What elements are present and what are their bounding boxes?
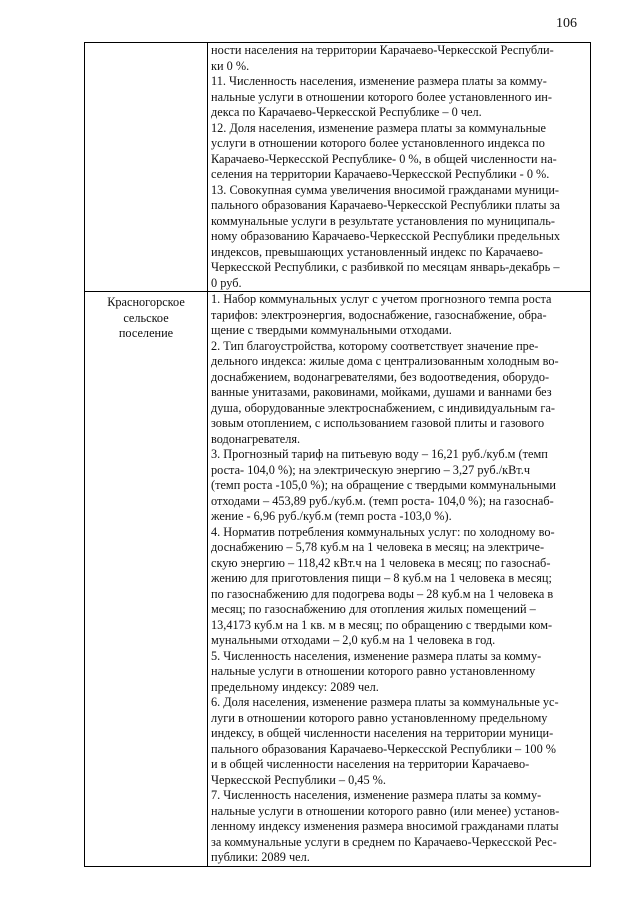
- indicator-text-line: луги в отношении которого равно установленному предельному: [211, 710, 548, 725]
- indicator-text-line: 5. Численность населения, изменение размера платы за комму-: [211, 648, 542, 663]
- indicator-text-line: нальные услуги в отношении которого более установленного ин-: [211, 89, 552, 104]
- indicator-text-line: нальные услуги в отношении которого равно (или менее) установ-: [211, 803, 560, 818]
- indicator-text-line: отходами – 453,89 руб./куб.м. (темп роста- 104,0 %); на газоснаб-: [211, 493, 554, 508]
- indicator-paragraph: [211, 339, 587, 448]
- indicators-cell: [208, 292, 591, 867]
- settlement-name-cell: [85, 292, 208, 867]
- indicator-text-line: ки 0 %.: [211, 58, 250, 73]
- indicator-paragraph: [211, 788, 587, 866]
- indicator-paragraph: [211, 695, 587, 788]
- indicator-text-line: 6. Доля населения, изменение размера платы за коммунальные ус-: [211, 695, 559, 709]
- settlement-name-line: поселение: [118, 326, 174, 340]
- settlement-name-cell: [85, 43, 208, 292]
- indicator-paragraph: [211, 43, 587, 74]
- indicator-text-line: услуги в отношении которого более установленного индекса по: [211, 136, 545, 150]
- indicator-text-line: (темп роста -105,0 %); на обращение с твердыми коммунальными: [211, 478, 557, 492]
- indicator-text-line: скую энергию – 118,42 кВт.ч на 1 человека в месяц; по газоснаб-: [211, 555, 551, 570]
- settlement-name-line: сельское: [123, 310, 169, 325]
- indicator-text-line: Черкесской Республики – 0,45 %.: [211, 772, 386, 787]
- indicator-text-line: нальные услуги в отношении которого равно установленному: [211, 664, 536, 678]
- indicator-text-line: ному образованию Карачаево-Черкесской Республики предельных: [211, 229, 560, 243]
- indicator-text-line: по газоснабжению для подогрева воды – 28 куб.м на 1 человека в: [211, 586, 554, 601]
- table-body: [85, 43, 591, 867]
- page-number: 106: [556, 16, 577, 31]
- indicator-text-line: предельному индексу: 2089 чел.: [211, 679, 379, 694]
- indicator-text-line: индексов, превышающих установленный индекс по Карачаево-: [211, 244, 543, 259]
- indicator-text-line: и в общей численности населения на территории Карачаево-: [211, 757, 530, 771]
- indicator-text-line: ленному индексу изменения размера вносимой гражданами платы: [211, 819, 559, 833]
- indicator-text-line: пального образования Карачаево-Черкесской Республики – 100 %: [211, 741, 557, 756]
- indicator-text-line: селения на территории Карачаево-Черкесской Республики - 0 %.: [211, 167, 550, 181]
- indicator-paragraph: [211, 447, 587, 525]
- indicator-text-line: тарифов: электроэнергия, водоснабжение, газоснабжение, обра-: [211, 307, 547, 322]
- indicator-text-line: месяц; по газоснабжению для отопления жилых помещений –: [211, 602, 536, 616]
- indicator-paragraph: [211, 183, 587, 292]
- indicator-text-line: декса по Карачаево-Черкесской Республике – 0 чел.: [211, 105, 482, 119]
- indicator-text-line: дельного индекса: жилые дома с централизованным холодным во-: [211, 354, 559, 368]
- indicator-text-line: жению для приготовления пищи – 8 куб.м на 1 человека в месяц;: [211, 571, 552, 585]
- indicator-paragraph: [211, 74, 587, 121]
- indicator-text-line: мунальными отходами – 2,0 куб.м на 1 человека в год.: [211, 633, 496, 647]
- indicator-text-line: водонагревателя.: [211, 431, 301, 446]
- settlement-name-line: Красногорское: [107, 295, 185, 309]
- indicator-text-line: 1. Набор коммунальных услуг с учетом прогнозного темпа роста: [211, 292, 552, 306]
- indicator-text-line: жение - 6,96 руб./куб.м (темп роста -103,0 %).: [211, 509, 452, 523]
- indicator-text-line: 12. Доля населения, изменение размера платы за коммунальные: [211, 120, 546, 135]
- indicator-text-line: 11. Численность населения, изменение размера платы за комму-: [211, 74, 547, 88]
- indicator-text-line: душа, оборудованные электроснабжением, с индивидуальным га-: [211, 400, 556, 415]
- indicator-text-line: 2. Тип благоустройства, которому соответствует значение пре-: [211, 338, 539, 353]
- indicators-cell: [208, 43, 591, 292]
- indicator-text-line: пального образования Карачаево-Черкесской Республики платы за: [211, 198, 560, 212]
- indicator-text-line: 7. Численность населения, изменение размера платы за комму-: [211, 788, 542, 802]
- indicator-text-line: роста- 104,0 %); на электрическую энергию – 3,27 руб./кВт.ч: [211, 462, 530, 477]
- indicator-text-line: индексу, в общей численности населения на территории муници-: [211, 726, 554, 740]
- indicator-text-line: доснабжению – 5,78 куб.м на 1 человека в месяц; на электриче-: [211, 540, 545, 554]
- indicator-text-line: щение с твердыми коммунальными отходами.: [211, 323, 452, 337]
- indicator-text-line: доснабжением, водонагревателями, без водоотведения, оборудо-: [211, 369, 550, 384]
- indicator-text-line: 13. Совокупная сумма увеличения вносимой гражданами муници-: [211, 182, 559, 197]
- indicator-text-line: коммунальные услуги в результате установления по муниципаль-: [211, 213, 556, 228]
- indicator-paragraph: [211, 121, 587, 183]
- table-row: [85, 292, 591, 867]
- indicator-text-line: Карачаево-Черкесской Республике- 0 %, в общей численности на-: [211, 151, 557, 166]
- indicator-text-line: 4. Норматив потребления коммунальных услуг: по холодному во-: [211, 524, 555, 539]
- indicator-text-line: зовым отоплением, с использованием газовой плиты и газового: [211, 416, 545, 430]
- indicator-text-line: публики: 2089 чел.: [211, 850, 310, 864]
- indices-table: [84, 42, 591, 867]
- indicator-text-line: за коммунальные услуги в среднем по Карачаево-Черкесской Рес-: [211, 834, 557, 849]
- indicator-text-line: ности населения на территории Карачаево-Черкесской Республи-: [211, 43, 554, 57]
- indicator-text-line: ванные унитазами, раковинами, мойками, душами и ваннами без: [211, 385, 552, 399]
- indicator-paragraph: [211, 292, 587, 339]
- table-row: [85, 43, 591, 292]
- indicator-text-line: 0 руб.: [211, 275, 242, 290]
- indicator-paragraph: [211, 525, 587, 649]
- indicator-text-line: 13,4173 куб.м на 1 кв. м в месяц; по обращению с твердыми ком-: [211, 617, 553, 632]
- indicator-text-line: Черкесской Республики, с разбивкой по месяцам январь-декабрь –: [211, 260, 560, 274]
- indicator-paragraph: [211, 649, 587, 696]
- indicator-text-line: 3. Прогнозный тариф на питьевую воду – 16,21 руб./куб.м (темп: [211, 447, 548, 461]
